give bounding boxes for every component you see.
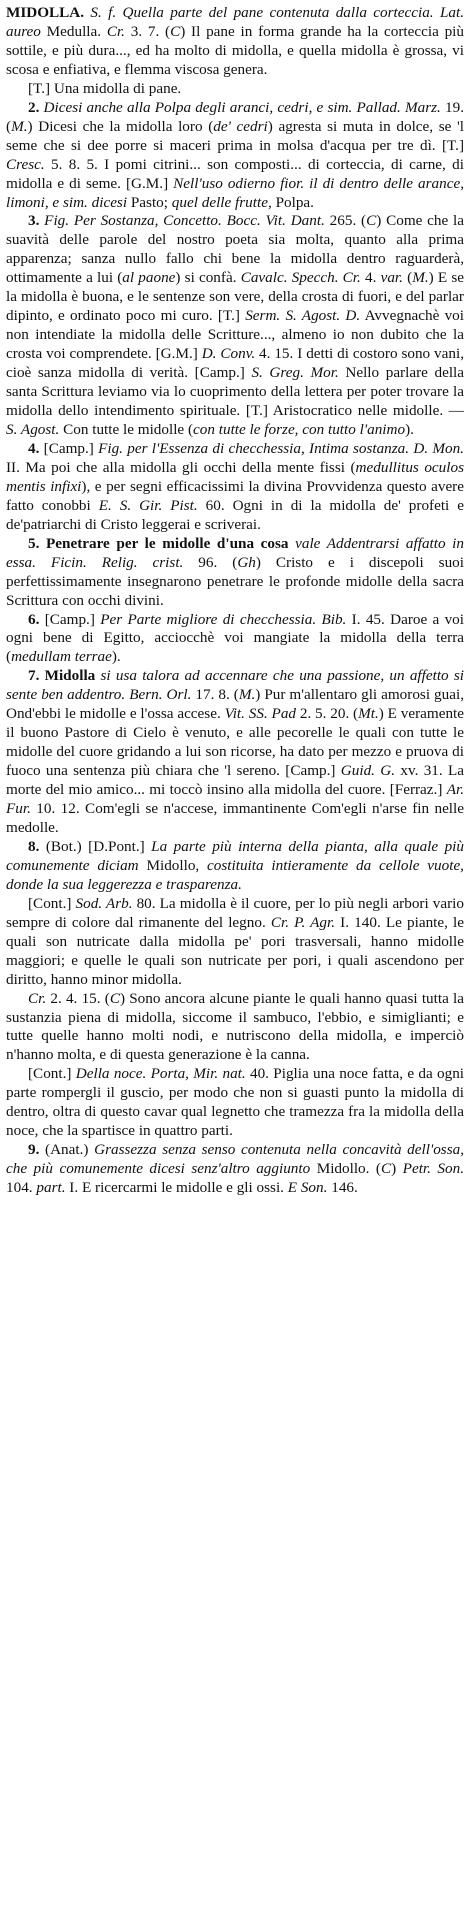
entry-paragraph: [6, 895, 464, 990]
text-run: ) Cristo e i discepoli suoi perfettissimamente insegnarono penetrare le profonde midolle della sacra Scrittura con occhi divini.: [6, 553, 464, 609]
text-run: Cr. P. Agr.: [270, 913, 336, 931]
text-run: Avvegnachè voi non intendiate la midolla delle Scritture..., almeno io non dubito che la crosta voi comprendete. [G.M.]: [6, 307, 464, 363]
text-run: 8.: [28, 837, 40, 855]
entry-paragraph: [6, 1065, 464, 1141]
text-run: ) si confà.: [175, 269, 241, 287]
text-run: Sod. Arb.: [75, 894, 133, 912]
text-run: 9.: [28, 1141, 40, 1159]
text-run: ) Pur m'allentaro gli amorosi guai, Ond'ebbi le midolle e l'ossa accese.: [6, 686, 464, 723]
text-run: M.: [412, 269, 429, 287]
text-run: si usa talora ad accennare che una passione, un affetto si sente ben addentro. Bern. Orl.: [6, 667, 464, 704]
text-run: ) E se la midolla è buona, e le sentenze son vere, della crosta di fuori, e del parlar dipinto, e ordinato poco mi curo. [T.]: [6, 269, 465, 325]
text-run: Midollo,: [138, 856, 208, 874]
text-run: S. Agost.: [6, 420, 60, 438]
text-run: Con tutte le midolle (: [59, 420, 194, 438]
text-run: part.: [36, 1179, 66, 1197]
text-run: medullitus oculos mentis infixi: [6, 458, 464, 495]
text-run: [Cont.]: [28, 894, 76, 912]
text-run: Cavalc. Specch. Cr.: [240, 269, 361, 287]
text-run: [T.] Una midolla di pane.: [28, 79, 182, 97]
text-run: C: [380, 1160, 392, 1178]
text-run: S. Greg. Mor.: [251, 364, 339, 382]
text-run: 17. 8. (: [191, 686, 239, 704]
text-run: II. Ma poi che alla midolla gli occhi della mente fissi (: [6, 458, 356, 476]
entry-paragraph: [6, 440, 464, 535]
text-run: Dicesi anche alla Polpa degli aranci, cedri, e sim. Pallad. Marz.: [39, 98, 441, 116]
entry-paragraph: [6, 667, 464, 838]
entry-paragraph: [6, 838, 464, 895]
dictionary-entry-midolla: [6, 4, 464, 1198]
text-run: Ar. Fur.: [6, 781, 464, 818]
entry-paragraph: [6, 535, 464, 611]
text-run: Vit. SS. Pad: [224, 705, 297, 723]
text-run: [Camp.]: [39, 610, 101, 628]
text-run: Per Parte migliore di checchessia. Bib.: [100, 610, 347, 628]
text-run: [Cont.]: [28, 1065, 76, 1083]
text-run: 265. (: [324, 212, 367, 230]
text-run: quel delle frutte,: [171, 193, 272, 211]
text-run: var.: [380, 269, 403, 287]
text-run: con tutte le forze, con tutto l'animo: [193, 420, 406, 438]
text-run: Grassezza senza senso contenuta nella concavità dell'ossa, che più comunemente dicesi senz'altro aggiunto: [6, 1141, 464, 1178]
text-run: M.: [238, 686, 256, 704]
text-run: S. f. Quella parte del pane contenuta dalla corteccia. Lat. aureo: [6, 4, 464, 40]
text-run: 2.: [28, 98, 40, 116]
text-run: [Camp.]: [39, 439, 99, 457]
text-run: 80. La midolla è il cuore, per lo più negli arbori vario sempre di colore dal rimanente del legno.: [6, 894, 464, 931]
text-run: 2. 4. 15. (: [46, 989, 110, 1007]
text-run: costituita intieramente da cellole vuote, donde la sua leggerezza e trasparenza.: [6, 856, 464, 893]
text-run: Serm. S. Agost. D.: [245, 307, 361, 325]
text-run: 3. 7. (: [124, 22, 171, 40]
text-run: 2. 5. 20. (: [296, 705, 359, 723]
text-run: E. S. Gir. Pist.: [98, 496, 198, 514]
text-run: Polpa.: [271, 193, 314, 211]
text-run: Cr.: [28, 989, 47, 1007]
text-run: 4.: [28, 439, 40, 457]
text-run: Della noce. Porta, Mir. nat.: [75, 1065, 246, 1083]
text-run: ).: [405, 420, 414, 438]
text-run: C: [109, 989, 120, 1007]
text-run: 4. 15. I detti di costoro sono vani, cioè sanza midolla di verità. [Camp.]: [6, 345, 464, 382]
text-run: Midollo. (: [310, 1160, 381, 1178]
text-run: Nell'uso odierno fior. il di dentro delle arance, limoni, e sim. dicesi: [6, 174, 464, 211]
text-run: La parte più interna della pianta, alla quale più comunemente diciam: [6, 837, 464, 874]
text-run: xv. 31. La morte del mio amico... mi toccò insino alla midolla del cuore. [Ferraz.]: [6, 762, 465, 799]
text-run: 104.: [6, 1179, 37, 1197]
entry-paragraph: [6, 99, 464, 213]
text-run: ), e per segni efficacissimi la divina Provvidenza questo avere fatto conobbi: [6, 477, 464, 514]
text-run: (: [402, 269, 413, 287]
text-run: ) Come che la suavità delle parole del nostro poeta sia molta, quanto alla prima apparenza; sanza nullo fallo chi bene la midolla dentro raguarderà, ottimamente a lui (: [6, 212, 464, 287]
text-run: 4.: [360, 269, 381, 287]
text-run: ) agresta si muta in dolce, se 'l seme che si dee porre si maceri prima in molsa d'acqua per tre dì. [T.]: [6, 117, 464, 154]
text-run: Fig. Per Sostanza, Concetto. Bocc. Vit. Dant.: [39, 212, 325, 230]
text-run: 5. 8. 5. I pomi citrini... son composti... di corteccia, di carne, di midolla e di seme. [G.M.]: [6, 155, 464, 192]
text-run: Cr.: [106, 22, 125, 40]
text-run: ) Sono ancora alcune piante le quali hanno quasi tutta la sustanzia piena di midolla, siccome il sambuco, l'ebbio, e simiglianti; e tutte quelle hanno molti nodi, e nutriscono della midolla, e imperciò n'hanno molta, e di questa generazione è la canna.: [6, 989, 465, 1064]
entry-paragraph: [6, 4, 464, 80]
text-run: Mt.: [358, 705, 379, 723]
text-run: (Bot.) [D.Pont.]: [39, 837, 152, 855]
text-run: Gh: [237, 553, 256, 571]
text-run: 6.: [28, 610, 40, 628]
text-run: Medulla.: [46, 22, 107, 40]
text-run: Nello parlare della santa Scrittura leviamo via lo cuoprimento della lettera per poter trovare la midolla dello intendimento spirituale. [T.] Aristocratico nelle midolle. —: [6, 364, 464, 420]
text-run: al paone: [122, 269, 176, 287]
entry-paragraph: [6, 212, 464, 439]
text-run: (Anat.): [39, 1141, 95, 1159]
text-run: ).: [111, 648, 121, 666]
entry-paragraph: [6, 80, 464, 99]
text-run: vale Addentrarsi affatto in essa. Ficin. Relig. crist.: [6, 534, 464, 571]
text-run: medullam terrae: [11, 648, 112, 666]
entry-paragraph: [6, 1141, 464, 1198]
text-run: ) Il pane in forma grande ha la corteccia più sottile, e più dura..., ed ha molto di midolla, e quella midolla è grossa, vi scosa e enfiativa, e flemma viscosa genera.: [6, 22, 464, 78]
text-run: Pasto;: [127, 193, 172, 211]
text-run: Fig. per l'Essenza di checchessia, Intima sostanza. D. Mon.: [98, 439, 464, 457]
text-run: M.: [11, 117, 28, 135]
text-run: Guid. G.: [340, 762, 396, 780]
entry-paragraph: [6, 611, 464, 668]
text-run: ) E veramente il buono Pastore di Cielo è venuto, e alle pecorelle le quali con tutte le midolle del cuore gridando a lui son ricorse, ha dato per mezzo e pruova di fuoco una sentenza più chiara che 'l sereno. [Camp.]: [6, 705, 465, 780]
text-run: D. Conv.: [201, 345, 256, 363]
text-run: E Son.: [287, 1179, 328, 1197]
text-run: I. 140. Le piante, le quali son nutricate dalla midolla pe' pori trasversali, hanno midolle maggiori; e quelle le quali son nutricate per pori, i quali ascendono per diritto, hanno minor midolla.: [6, 913, 465, 988]
text-run: C: [170, 22, 181, 40]
text-run: 146.: [327, 1179, 358, 1197]
text-run: 60. Ogni in di la midolla de' profeti e de'patriarchi di Cristo leggerai e scriverai.: [6, 496, 464, 533]
text-run: Petr. Son.: [402, 1160, 464, 1178]
text-run: MIDOLLA.: [6, 4, 85, 21]
text-run: 5. Penetrare per le midolle d'una cosa: [28, 534, 289, 552]
text-run: ): [391, 1160, 403, 1178]
text-run: ) Dicesi che la midolla loro (: [27, 117, 214, 135]
text-run: de' cedri: [213, 117, 268, 135]
text-run: 10. 12. Com'egli se n'accese, immantinente Com'egli n'arse fin nelle medolle.: [6, 800, 464, 836]
text-run: 7. Midolla: [28, 667, 96, 685]
text-run: I. 45. Daroe a voi ogni bene di Egitto, acciocchè voi mangiate la midolla della terra (: [6, 610, 464, 666]
text-run: Cresc.: [6, 155, 45, 173]
text-run: I. E ricercarmi le midolle e gli ossi.: [65, 1179, 288, 1197]
text-run: 96. (: [183, 553, 238, 571]
entry-paragraph: [6, 990, 464, 1066]
text-run: C: [366, 212, 377, 230]
text-run: 3.: [28, 212, 40, 230]
text-run: 40. Piglia una noce fatta, e da ogni parte rompergli il guscio, per modo che non si guasti punto la midolla di dentro, oltra di questo cavar qual legnetto che tramezza fra la midolla della noce, che la spartisce in quattro parti.: [6, 1065, 465, 1140]
text-run: 19. (: [6, 98, 464, 135]
